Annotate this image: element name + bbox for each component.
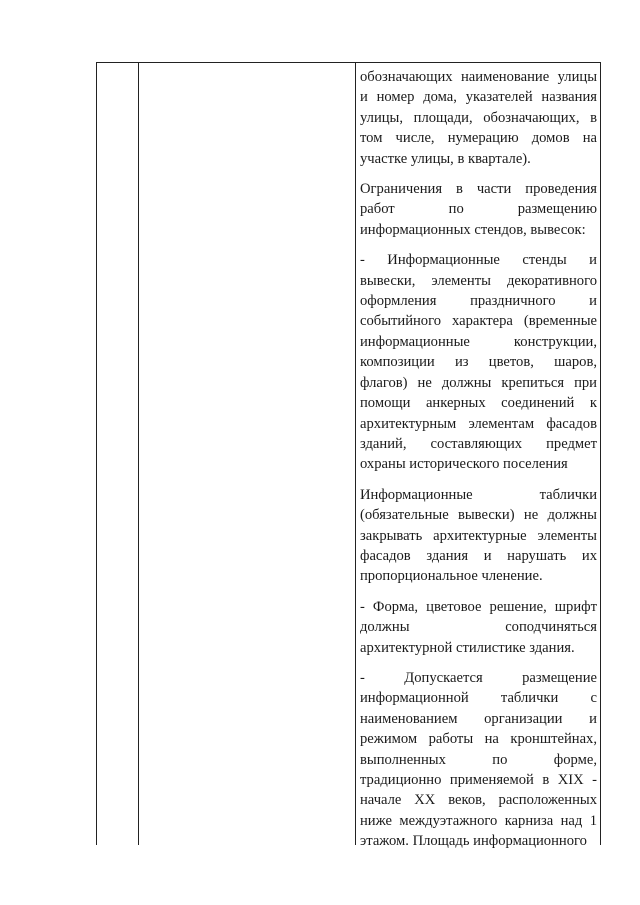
text-line: ниже междуэтажного карниза над 1 [360, 812, 597, 829]
column-divider-2 [355, 63, 356, 845]
text-line: композиции из цветов, шаров, [360, 354, 597, 371]
text-line: и номер дома, указателей названия [360, 89, 597, 106]
text-line: вывески, элементы декоративного [360, 272, 597, 289]
paragraph-5 [360, 597, 597, 658]
text-line: должны соподчиняться [360, 619, 597, 636]
text-line: (обязательные вывески) не должны [360, 507, 597, 524]
text-line: архитектурным элементам фасадов [360, 415, 597, 432]
text-line: информационной таблички с [360, 690, 597, 707]
text-line: обозначающих наименование улицы [360, 69, 597, 85]
paragraph-2 [360, 179, 597, 240]
text-line: участке улицы, в квартале). [360, 150, 531, 167]
text-line: закрывать архитектурные элементы [360, 527, 597, 544]
text-line: информационных стендов, вывесок: [360, 221, 586, 238]
text-line: Информационные таблички [360, 486, 597, 503]
text-line: традиционно применяемой в XIX - [360, 772, 597, 788]
text-line: Ограничения в части проведения [360, 181, 597, 198]
paragraph-3 [360, 250, 597, 474]
text-line: этажом. Площадь информационного [360, 833, 587, 850]
paragraph-4 [360, 485, 597, 587]
text-line: пропорциональное членение. [360, 568, 543, 585]
paragraph-1 [360, 67, 597, 169]
text-line: - Допускается размещение [360, 669, 597, 686]
text-line: охраны исторического поселения [360, 456, 568, 473]
text-line: выполненных по форме, [360, 751, 597, 768]
text-line: режимом работы на кронштейнах, [360, 731, 597, 748]
text-line: информационные конструкции, [360, 333, 597, 350]
text-line: - Информационные стенды и [360, 252, 597, 269]
text-line: зданий, составляющих предмет [360, 435, 597, 452]
paragraph-6 [360, 668, 597, 852]
text-line: архитектурной стилистике здания. [360, 639, 575, 656]
text-line: флагов) не должны крепиться при [360, 374, 597, 391]
text-line: оформления праздничного и [360, 293, 597, 310]
text-line: - Форма, цветовое решение, шрифт [360, 598, 597, 615]
requirements-table [96, 62, 601, 850]
text-line: наименованием организации и [360, 710, 597, 727]
text-line: фасадов здания и нарушать их [360, 547, 597, 564]
column-divider-1 [138, 63, 139, 845]
text-line: работ по размещению [360, 201, 597, 218]
text-line: том числе, нумерацию домов на [360, 130, 597, 147]
restrictions-cell-text [360, 67, 597, 862]
text-line: событийного характера (временные [360, 313, 597, 330]
text-line: помощи анкерных соединений к [360, 395, 597, 412]
text-line: начале XX веков, расположенных [360, 792, 597, 809]
text-line: улицы, площади, обозначающих, в [360, 109, 597, 126]
